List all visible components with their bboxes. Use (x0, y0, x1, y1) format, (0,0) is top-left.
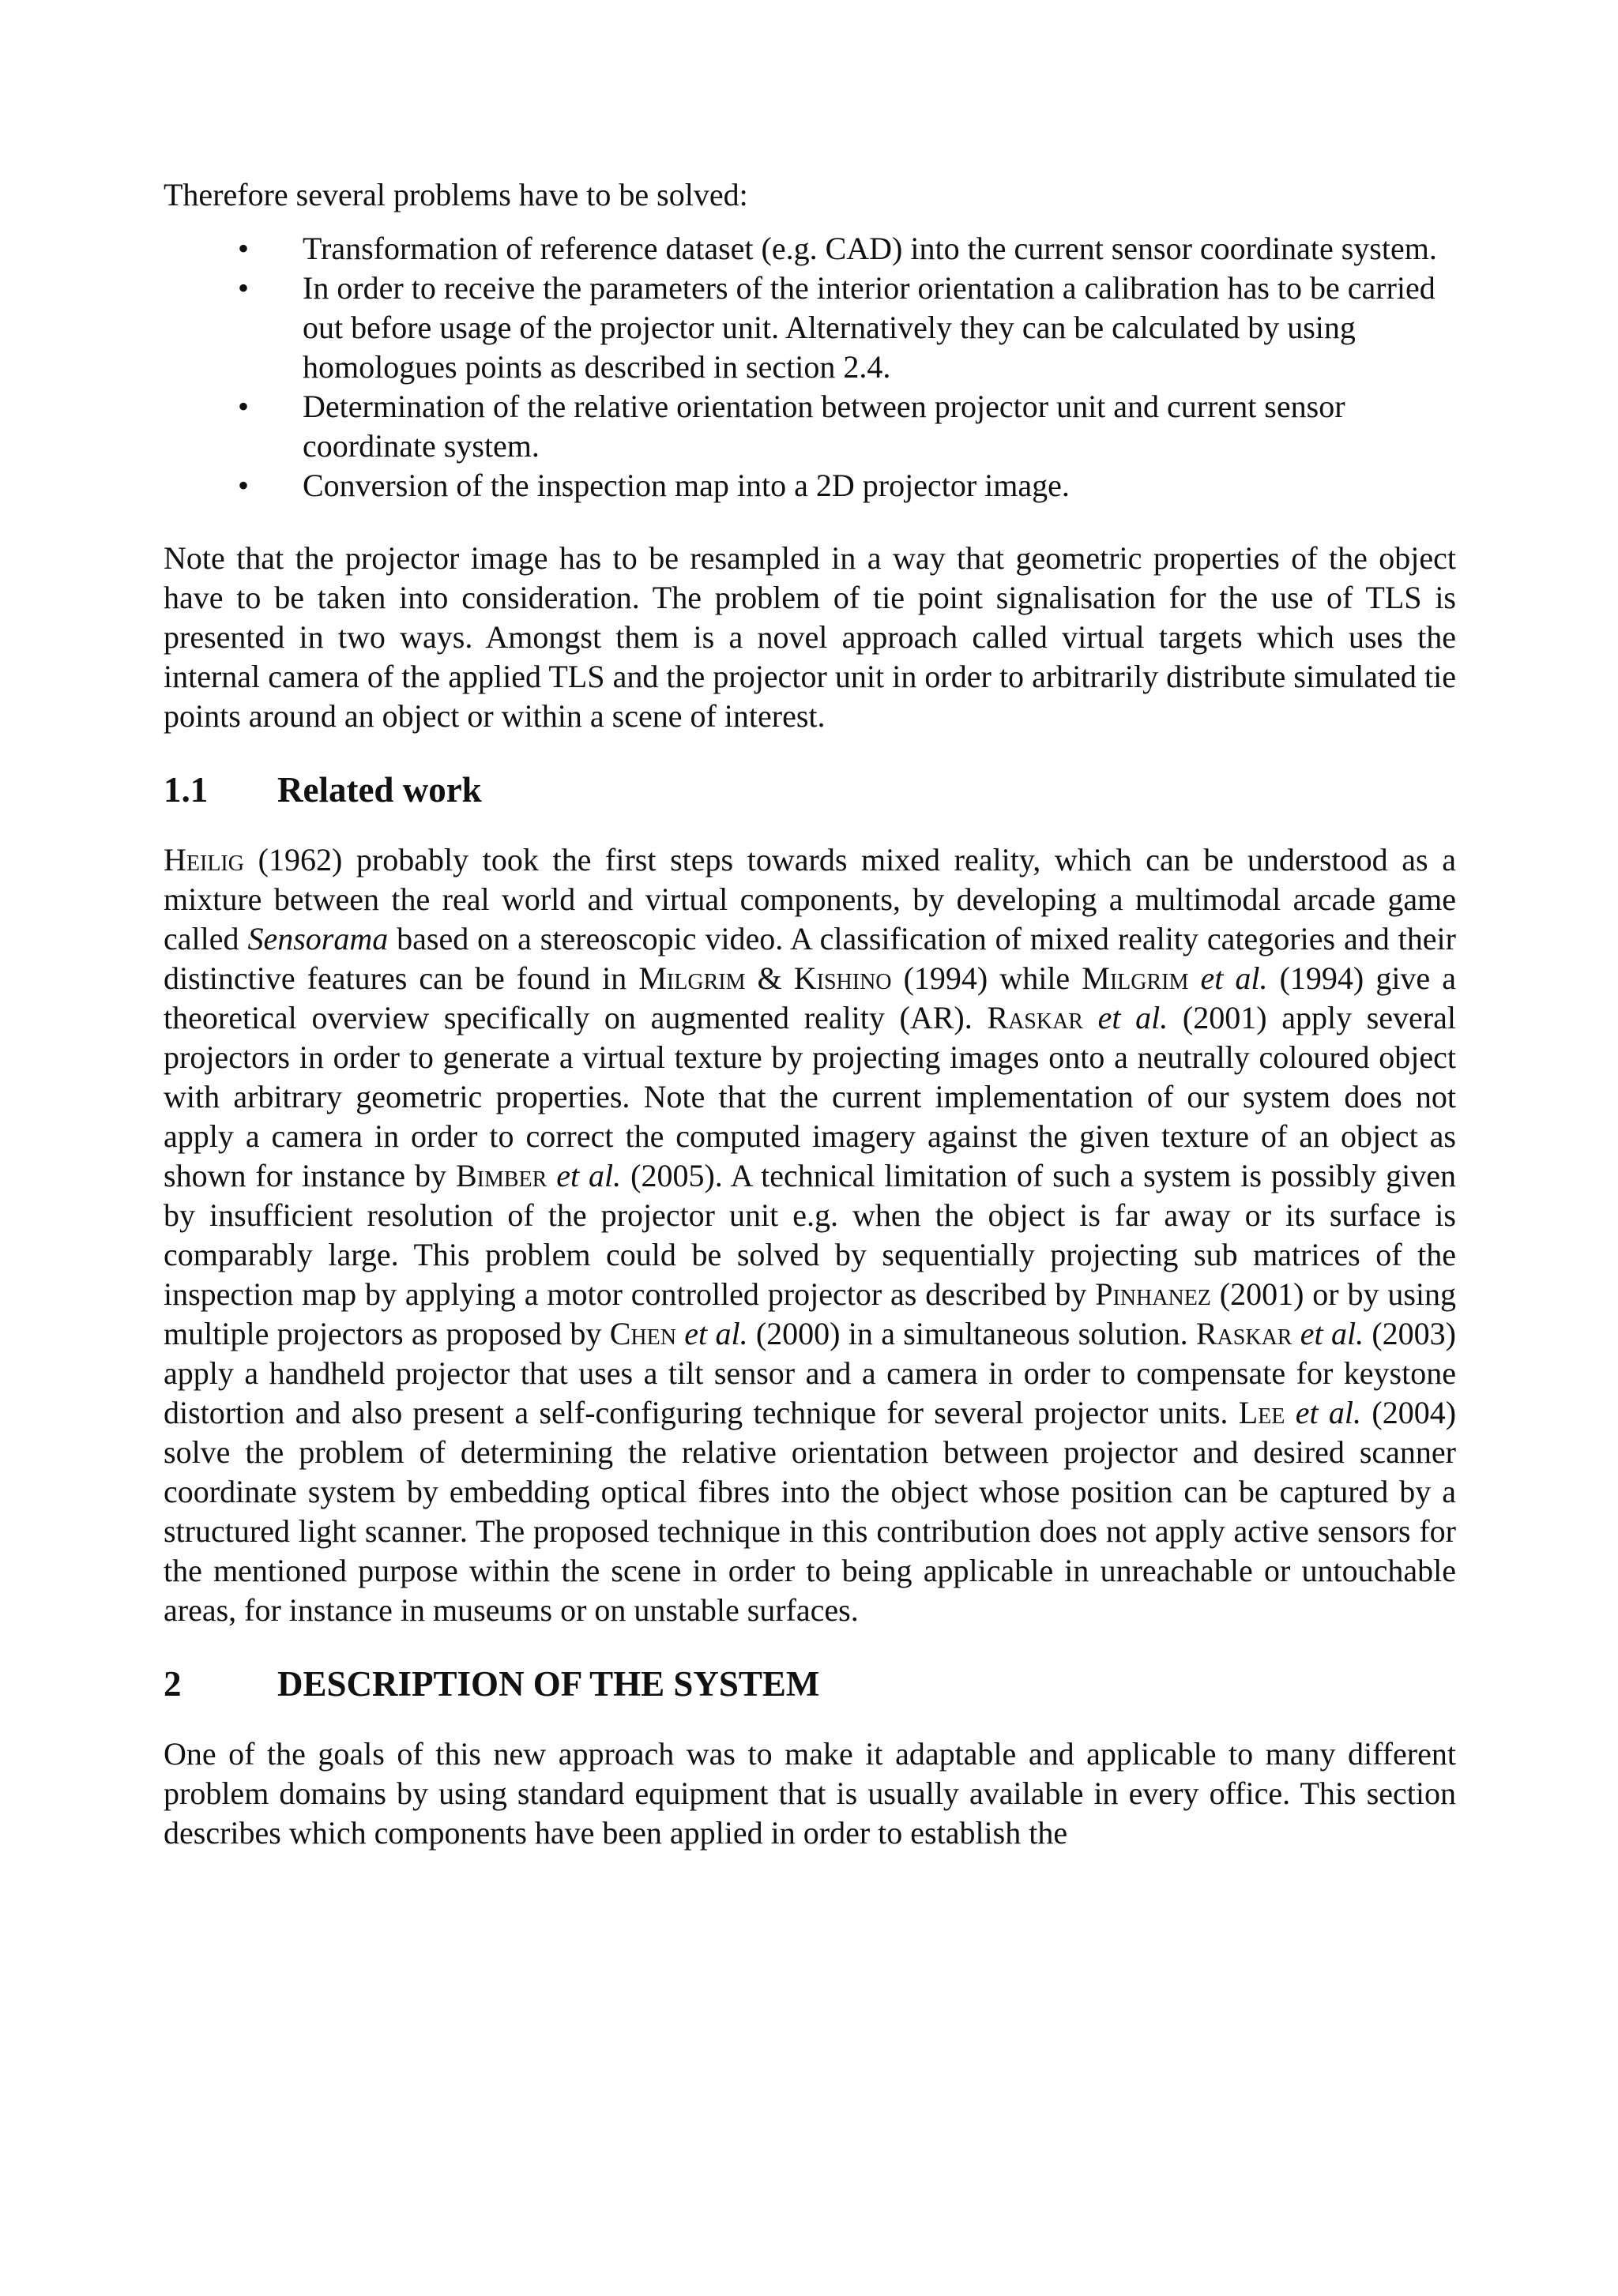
et-al: et al. (1295, 1395, 1362, 1430)
list-item (164, 229, 1456, 269)
author-name: Lee (1238, 1395, 1285, 1430)
author-name: Raskar (1195, 1316, 1293, 1351)
section-title: DESCRIPTION OF THE SYSTEM (277, 1664, 820, 1704)
author-name: Raskar (987, 1000, 1083, 1035)
problem-list (164, 229, 1456, 505)
et-al: et al. (556, 1158, 622, 1193)
list-item-text: In order to receive the parameters of the interior orientation a calibration has to be carried out before usage of the projector unit. Alternatively they can be calculated by using homologues points as described in section 2.4. (303, 270, 1436, 385)
document-page (164, 175, 1456, 1853)
author-name: Milgrim (1082, 960, 1189, 996)
paragraph-tie-points: Note that the projector image has to be resampled in a way that geometric properties of the object have to be taken into consideration. The problem of tie point signalisation for the use of TLS is presented in two ways. Amongst them is a novel approach called virtual targets which uses the internal camera of the applied TLS and the projector unit in order to arbitrarily distribute simulated tie points around an object or within a scene of interest. (164, 540, 1456, 734)
section-heading-description (164, 1662, 1456, 1706)
bullet-icon: • (238, 389, 250, 424)
paragraph-related-work: Heilig (1962) probably took the first steps towards mixed reality, which can be understood as a mixture between the real world and virtual components, by developing a multimodal arcade game called Sensorama based on a stereoscopic video. A classification of mixed reality categories and their distinctive features can be found in Milgrim & Kishino (1994) while Milgrim et al. (1994) give a theoretical overview specifically on augmented reality (AR). Raskar et al. (2001) apply several projectors in order to generate a virtual texture by projecting images onto a neutrally coloured object with arbitrary geometric properties. Note that the current implementation of our system does not apply a camera in order to correct the computed imagery against the given texture of an object as shown for instance by Bimber et al. (2005). A technical limitation of such a system is possibly given by insufficient resolution of the projector unit e.g. when the object is far away or its surface is comparably large. This problem could be solved by sequentially projecting sub matrices of the inspection map by applying a motor controlled projector as described by Pinhanez (2001) or by using multiple projectors as proposed by Chen et al. (2000) in a simultaneous solution. Raskar et al. (2003) apply a handheld projector that uses a tilt sensor and a camera in order to compensate for keystone distortion and also present a self-configuring technique for several projector units. Lee et al. (2004) solve the problem of determining the relative orientation between projector and desired scanner coordinate system by embedding optical fibres into the object whose position can be captured by a structured light scanner. The proposed technique in this contribution does not apply active sensors for the mentioned purpose within the scene in order to being applicable in unreachable or untouchable areas, for instance in museums or on unstable surfaces. (164, 842, 1457, 1628)
list-item-text: Determination of the relative orientation between projector unit and current sensor coordinate system. (303, 389, 1345, 464)
bullet-icon: • (238, 468, 250, 503)
author-name: Kishino (793, 960, 892, 996)
list-item (164, 269, 1456, 387)
bullet-icon: • (238, 270, 250, 306)
section-title: Related work (277, 770, 482, 810)
et-al: et al. (1300, 1316, 1364, 1351)
list-item-text: Conversion of the inspection map into a 2D projector image. (303, 468, 1070, 503)
section-heading-related-work (164, 768, 1456, 812)
list-item-text: Transformation of reference dataset (e.g. CAD) into the current sensor coordinate system. (303, 231, 1437, 266)
list-item (164, 466, 1456, 505)
author-name: Heilig (164, 842, 244, 877)
et-al: et al. (1097, 1000, 1168, 1035)
author-name: Pinhanez (1095, 1276, 1211, 1312)
paragraph-system-description: One of the goals of this new approach was to make it adaptable and applicable to many different problem domains by using standard equipment that is usually available in every office. This section describes which components have been applied in order to establish the (164, 1736, 1456, 1851)
author-name: Chen (609, 1316, 676, 1351)
section-number: 2 (164, 1664, 182, 1704)
list-item (164, 387, 1456, 466)
et-al: et al. (1200, 960, 1268, 996)
intro-sentence: Therefore several problems have to be solved: (164, 177, 748, 212)
et-al: et al. (684, 1316, 748, 1351)
author-name: Milgrim (638, 960, 746, 996)
author-name: Bimber (455, 1158, 547, 1193)
italic-term: Sensorama (247, 921, 389, 956)
section-number: 1.1 (164, 770, 209, 810)
bullet-icon: • (238, 231, 250, 266)
